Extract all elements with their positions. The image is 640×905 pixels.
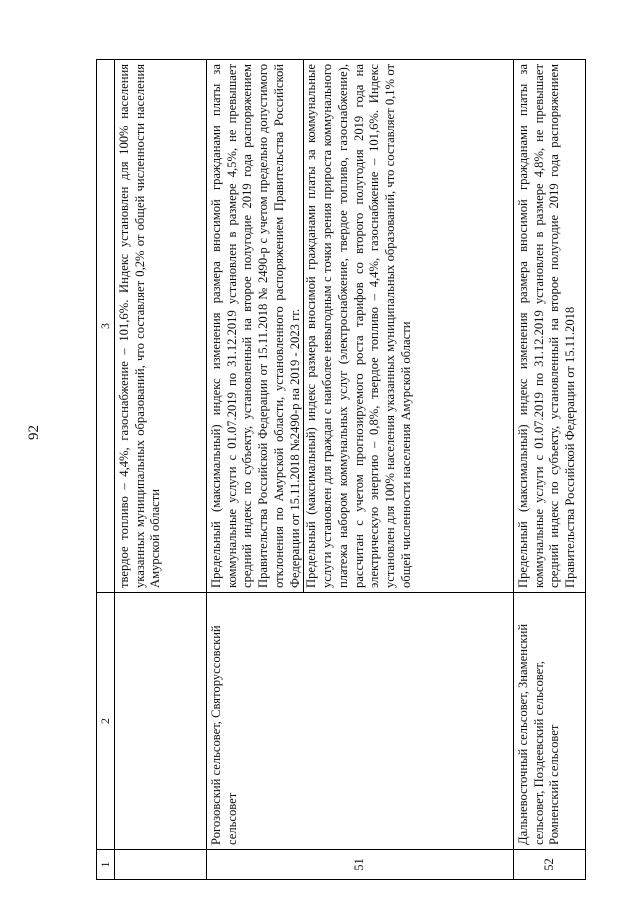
continuation-row xyxy=(115,60,207,880)
index-paragraph: Предельный (максимальный) индекс размера вносимой гражданами платы за коммунальные услуги установлен для граждан с наиболее невыгодным с точки зрения прироста коммунального платежа набором коммунальных услуг (электроснабжение, твердое топливо, газоснабжение), рассчитан с учетом прогнозируемого роста тарифов со второго полугодия 2019 года на электрическую энергию – 0,8%, твердое топливо – 4,4%, газоснабжение – 101,6%. Индекс установлен для 100% населения указанных муниципальных образований, что составляет 0,1% от общей численности населения Амурской области xyxy=(303,60,414,592)
index-description xyxy=(207,60,514,593)
index-paragraph: Предельный (максимальный) индекс изменения размера вносимой гражданами платы за коммунальные услуги с 01.07.2019 по 31.12.2019 установлен в размере 4,5%, не превышает средний индекс по субъекту, установленный на второе полугодие 2019 года распоряжением Правительства Российской Федерации от 15.11.2018 № 2490-р с учетом предельно допустимого отклонения по Амурской области, установленного распоряжением Правительства Российской Федерации от 15.11.2018 №2490-р на 2019 - 2023 гг. xyxy=(209,64,302,588)
tariff-index-table xyxy=(96,59,586,880)
row-number: 52 xyxy=(514,850,586,880)
continuation-number-cell xyxy=(115,850,207,880)
index-paragraph: Предельный (максимальный) индекс изменения размера вносимой гражданами платы за коммунальные услуги с 01.07.2019 по 31.12.2019 установлен в размере 4,8%, не превышает средний индекс по субъекту, установленный на второе полугодие 2019 года распоряжением Правительства Российской Федерации от 15.11.2018 xyxy=(516,64,578,588)
row-number: 51 xyxy=(207,850,514,880)
municipality-name: Рогозовский сельсовет, Святорусcовский сельсовет xyxy=(207,593,514,850)
municipality-name: Дальневосточный сельсовет, Знаменский сельсовет, Поздеевский сельсовет, Ромненский сельсовет xyxy=(514,593,586,850)
rotated-table-container xyxy=(96,60,586,880)
header-col-2: 2 xyxy=(97,593,115,850)
header-col-3: 3 xyxy=(97,60,115,593)
continuation-municipality-cell xyxy=(115,593,207,850)
table-row xyxy=(514,60,586,880)
header-row xyxy=(97,60,115,880)
continuation-text: твердое топливо – 4,4%, газоснабжение – 101,6%. Индекс установлен для 100% населения указанных муниципальных образований, что составляет 0,2% от общей численности населения Амурской области xyxy=(115,60,207,593)
page-number: 92 xyxy=(26,425,42,440)
table-row xyxy=(207,60,514,880)
header-col-1: 1 xyxy=(97,850,115,880)
index-description xyxy=(514,60,586,593)
